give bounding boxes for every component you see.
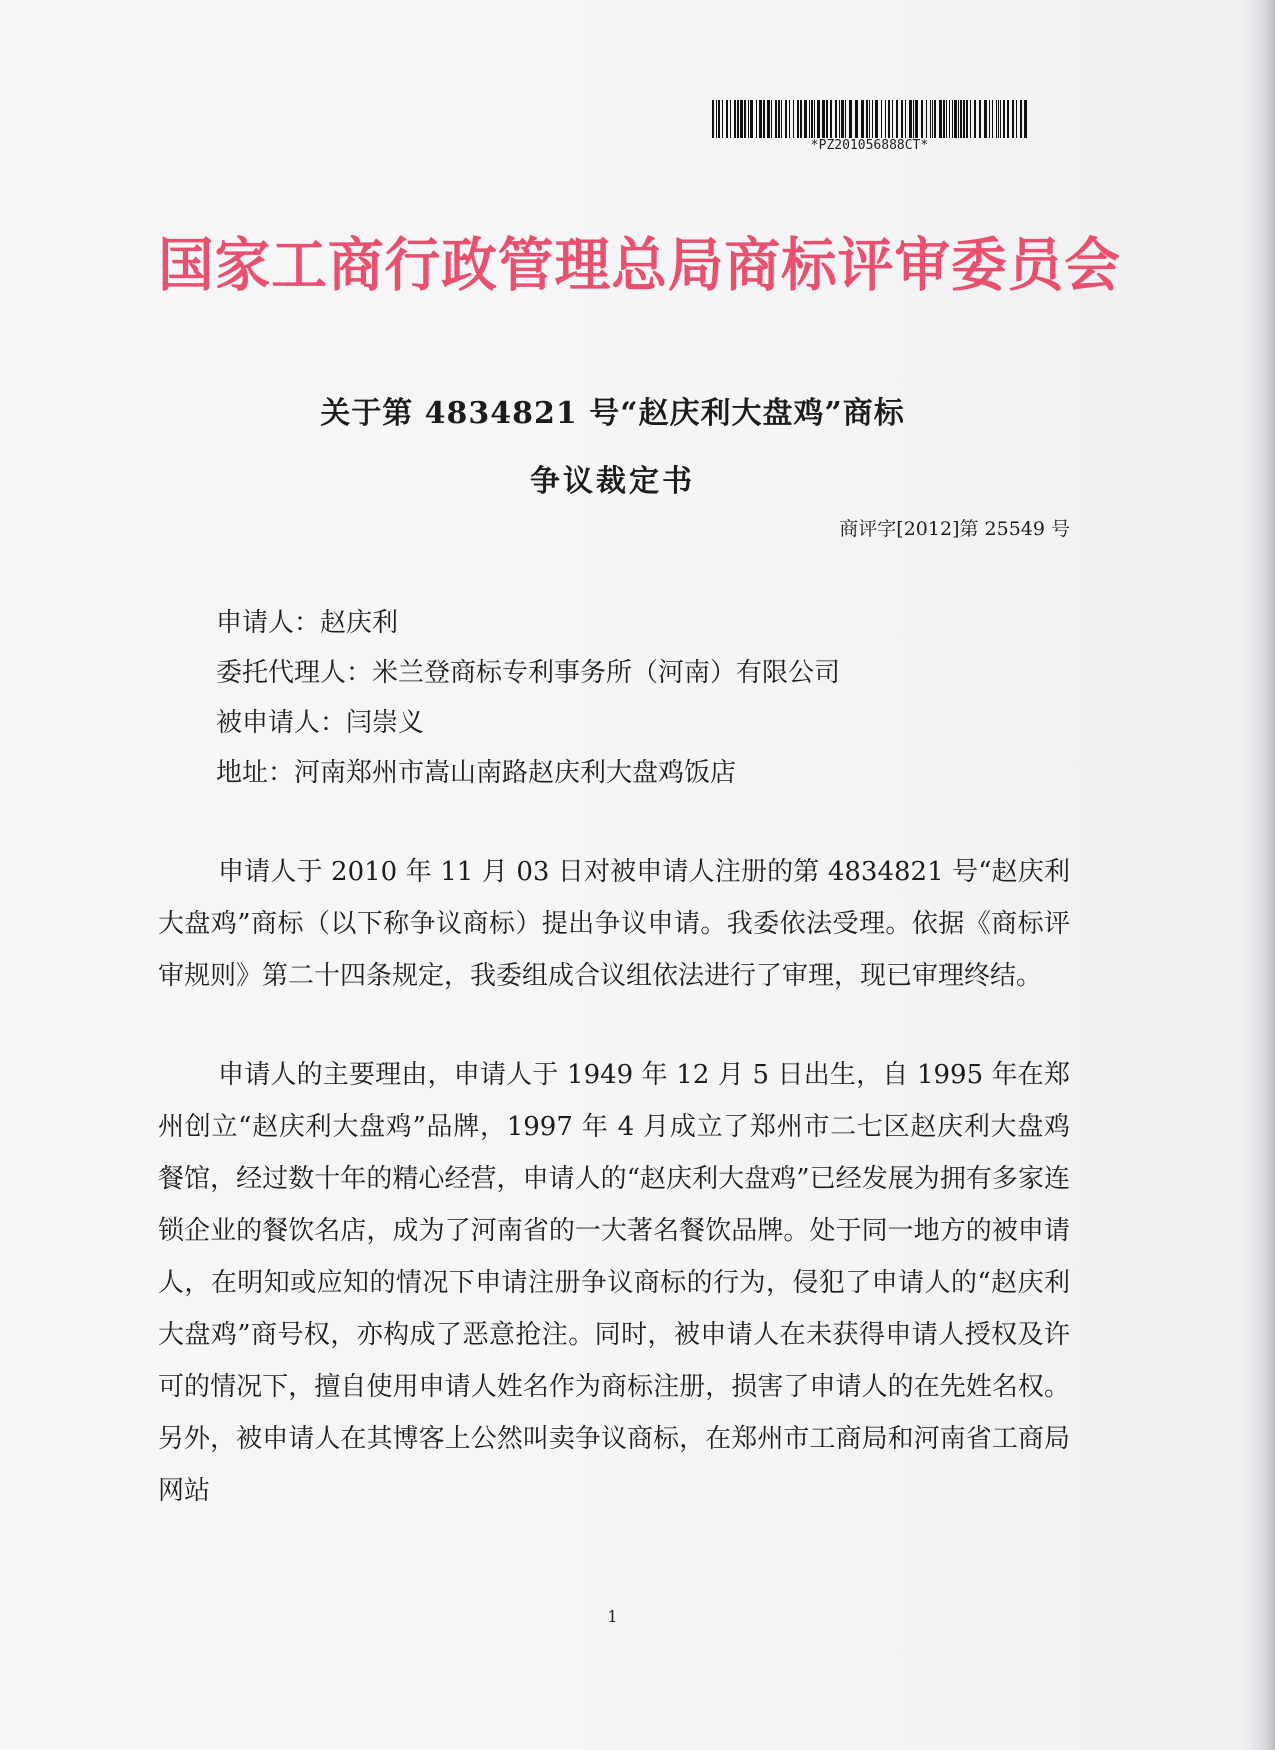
- party-applicant: 申请人：赵庆利: [216, 608, 399, 638]
- letterhead: 国家工商行政管理总局商标评审委员会: [158, 231, 1121, 299]
- party-address: 地址：河南郑州市嵩山南路赵庆利大盘鸡饭店: [216, 758, 737, 788]
- document-title-line-1: 关于第 4834821 号“赵庆利大盘鸡”商标: [320, 396, 905, 431]
- barcode-text: *PZ201056888CT*: [810, 138, 929, 153]
- document-number: 商评字[2012]第 25549 号: [839, 518, 1070, 540]
- body-paragraph-2: 申请人的主要理由，申请人于 1949 年 12 月 5 日出生，自 1995 年在郑州创立“赵庆利大盘鸡”品牌，1997 年 4 月成立了郑州市二七区赵庆利大盘鸡餐馆，经过数十年的精心经营，申请人的“赵庆利大盘鸡”已经发展为拥有多家连锁企业的餐饮名店，成为了河南省的一大著名餐饮品牌。处于同一地方的被申请人，在明知或应知的情况下申请注册争议商标的行为，侵犯了申请人的“赵庆利大盘鸡”商号权，亦构成了恶意抢注。同时，被申请人在未获得申请人授权及许可的情况下，擅自使用申请人姓名作为商标注册，损害了申请人的在先姓名权。另外，被申请人在其博客上公然叫卖争议商标，在郑州市工商局和河南省工商局网站: [158, 1060, 1070, 1506]
- body-paragraph-1: 申请人于 2010 年 11 月 03 日对被申请人注册的第 4834821 号“赵庆利大盘鸡”商标（以下称争议商标）提出争议申请。我委依法受理。依据《商标评审规则》第二十四条规定，我委组成合议组依法进行了审理，现已审理终结。: [158, 857, 1070, 991]
- party-respondent: 被申请人：闫崇义: [216, 708, 425, 738]
- document-title-line-2: 争议裁定书: [530, 464, 695, 499]
- barcode-image: [712, 100, 1027, 138]
- page-edge-shadow: [1245, 0, 1275, 1750]
- page-number: 1: [607, 1607, 618, 1626]
- party-agent: 委托代理人：米兰登商标专利事务所（河南）有限公司: [216, 658, 841, 688]
